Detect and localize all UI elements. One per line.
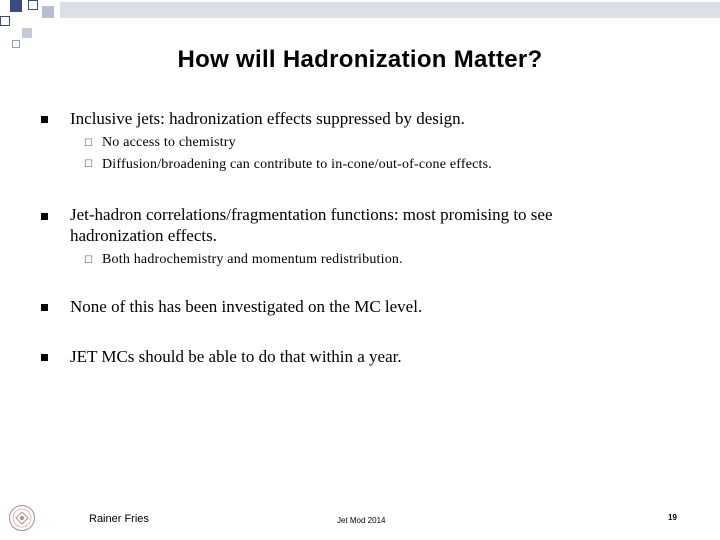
decor-bar (60, 2, 720, 18)
bullet-square (41, 304, 48, 311)
subbullet-marker: ☐ (84, 159, 93, 170)
bullet-text: None of this has been investigated on the MC level. (70, 297, 423, 316)
subbullet-marker: ☐ (84, 138, 93, 149)
decor-square (0, 16, 10, 26)
bullet-text-continued: hadronization effects. (70, 226, 217, 245)
bullet-text: Inclusive jets: hadronization effects suppressed by design. (70, 109, 465, 128)
subbullet-marker: ☐ (84, 255, 93, 266)
bullet-text: Jet-hadron correlations/fragmentation functions: most promising to see (70, 205, 553, 224)
decor-square (22, 28, 32, 38)
decor-square (28, 0, 38, 10)
subbullet-text: Diffusion/broadening can contribute to in-cone/out-of-cone effects. (102, 157, 492, 172)
bullet-square (41, 354, 48, 361)
subbullet-text: Both hadrochemistry and momentum redistribution. (102, 252, 403, 267)
bullet-square (41, 116, 48, 123)
slide-title: How will Hadronization Matter? (177, 46, 543, 73)
university-seal-icon (8, 504, 36, 532)
subbullet-text: No access to chemistry (102, 135, 236, 150)
decor-square (42, 6, 54, 18)
corner-decoration (0, 0, 720, 50)
bullet-square (41, 213, 48, 220)
bullet-text: JET MCs should be able to do that within a year. (70, 347, 402, 366)
decor-square (10, 0, 22, 12)
footer-author: Rainer Fries (89, 513, 149, 525)
footer-event: Jet Mod 2014 (337, 516, 386, 525)
page-number: 19 (668, 513, 677, 522)
